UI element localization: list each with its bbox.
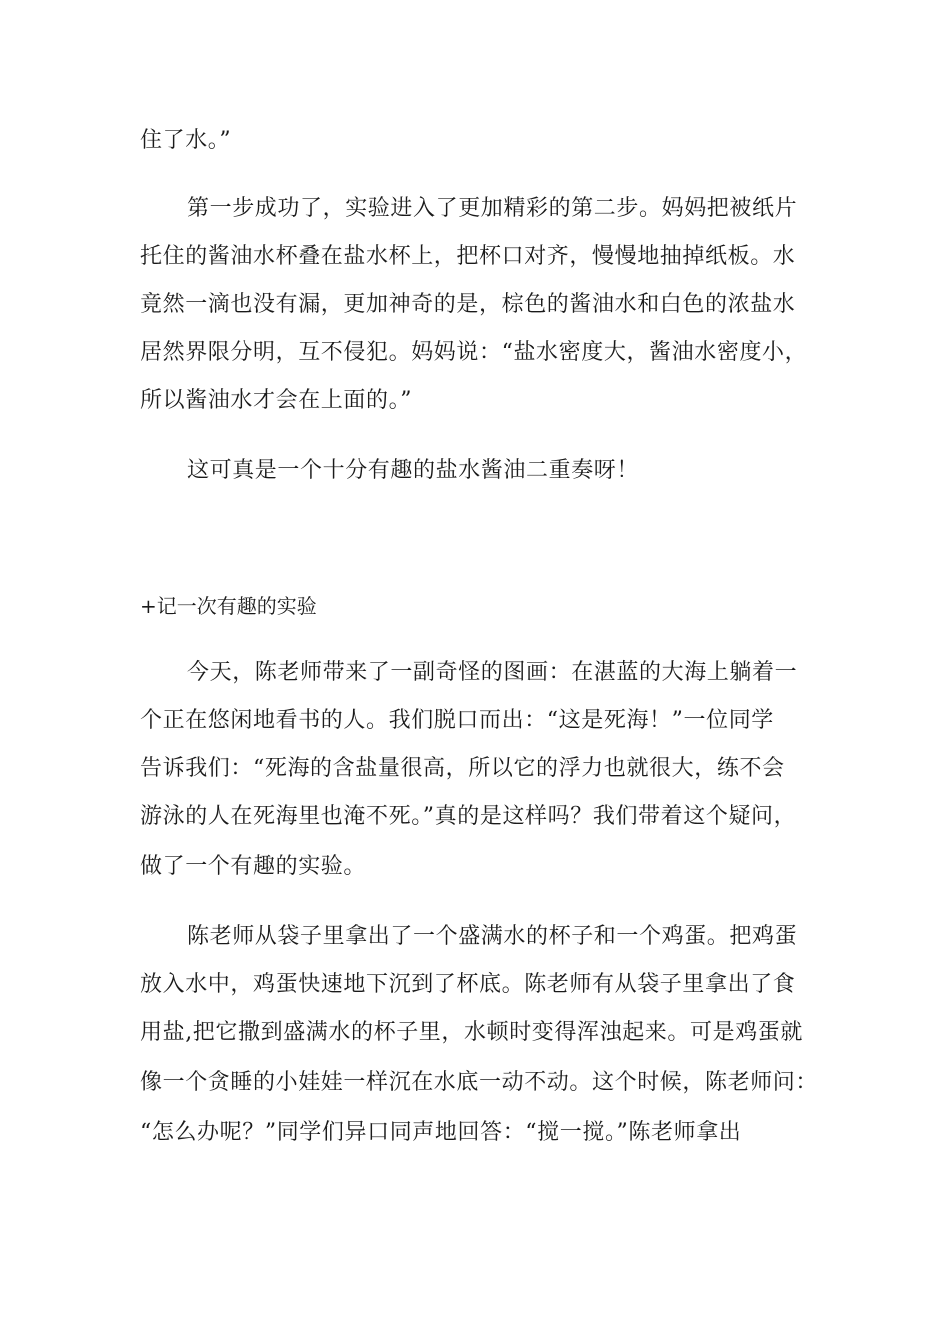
- paragraph-line: 托住的酱油水杯叠在盐水杯上，把杯口对齐，慢慢地抽掉纸板。水: [140, 244, 796, 269]
- paragraph-line: 像一个贪睡的小娃娃一样沉在水底一动不动。这个时候，陈老师问：: [140, 1070, 819, 1095]
- paragraph-line: 今天，陈老师带来了一副奇怪的图画：在湛蓝的大海上躺着一: [187, 660, 798, 685]
- paragraph-line: 个正在悠闲地看书的人。我们脱口而出：“这是死海！”一位同学: [140, 708, 774, 733]
- paragraph-line: 竟然一滴也没有漏，更加神奇的是，棕色的酱油水和白色的浓盐水: [140, 292, 796, 317]
- paragraph-line: “怎么办呢？”同学们异口同声地回答：“搅一搅。”陈老师拿出: [140, 1120, 742, 1145]
- section-heading: +记一次有趣的实验: [140, 594, 317, 618]
- paragraph-line: 第一步成功了，实验进入了更加精彩的第二步。妈妈把被纸片: [187, 196, 798, 221]
- paragraph-line: 做了一个有趣的实验。: [140, 854, 367, 879]
- paragraph-line: 住了水。”: [140, 128, 232, 153]
- paragraph-line: 放入水中，鸡蛋快速地下沉到了杯底。陈老师有从袋子里拿出了食: [140, 972, 796, 997]
- paragraph-line: 所以酱油水才会在上面的。”: [140, 388, 413, 413]
- paragraph-line: 游泳的人在死海里也淹不死。”真的是这样吗？我们带着这个疑问，: [140, 804, 797, 829]
- paragraph-line: 用盐,把它撒到盛满水的杯子里，水顿时变得浑浊起来。可是鸡蛋就: [140, 1020, 803, 1045]
- paragraph-line: 这可真是一个十分有趣的盐水酱油二重奏呀！: [187, 458, 640, 483]
- paragraph-line: 陈老师从袋子里拿出了一个盛满水的杯子和一个鸡蛋。把鸡蛋: [187, 924, 798, 949]
- paragraph-line: 居然界限分明，互不侵犯。妈妈说：“盐水密度大，酱油水密度小，: [140, 340, 808, 365]
- paragraph-line: 告诉我们：“死海的含盐量很高，所以它的浮力也就很大，练不会: [140, 756, 785, 781]
